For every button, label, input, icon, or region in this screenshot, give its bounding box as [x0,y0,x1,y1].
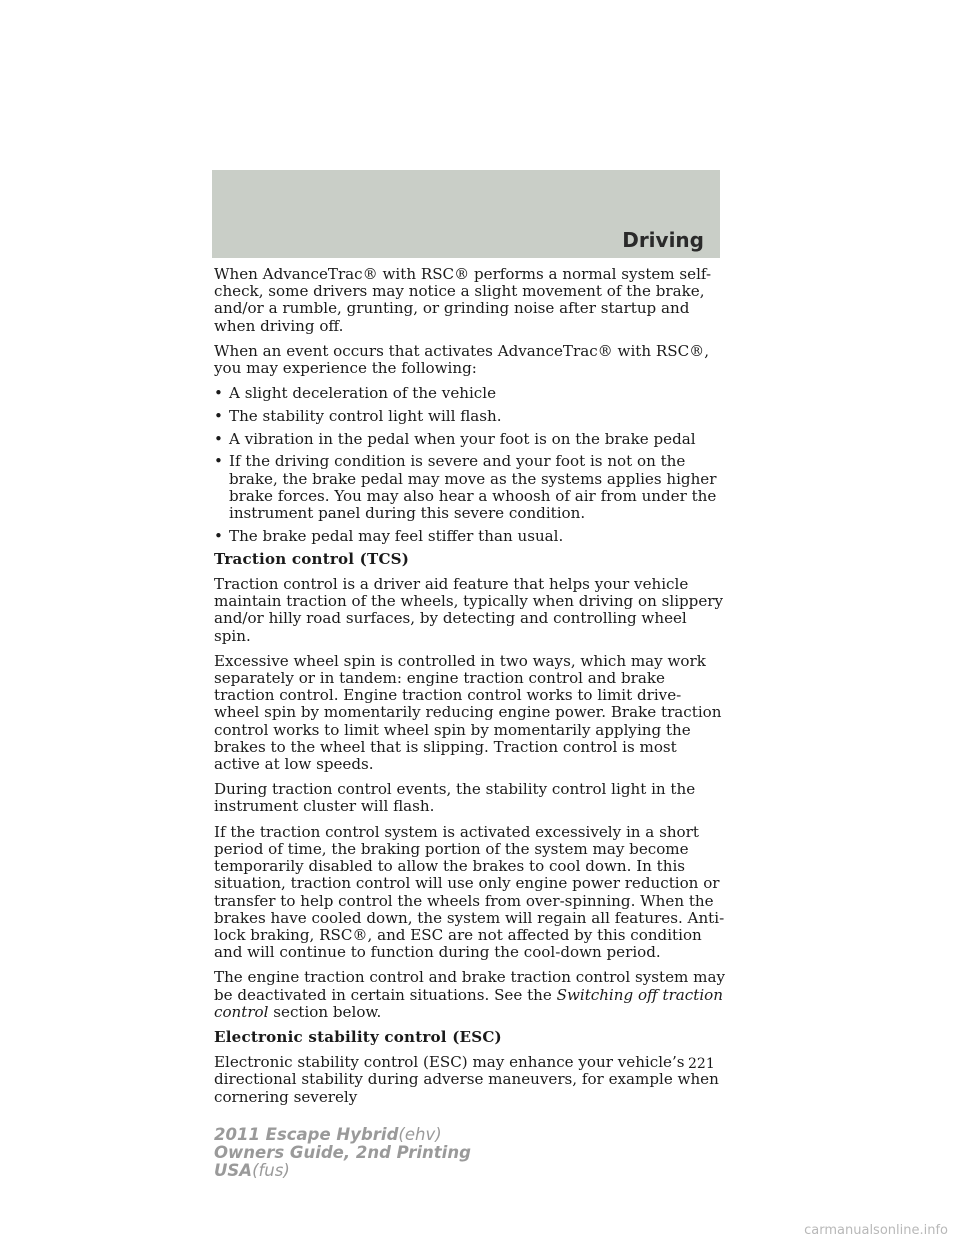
list-item: • If the driving condition is severe and your foot is not on the brake, the brake pedal may move as the systems applies higher brake forces. You may also hear a whoosh of air from under the instrument panel during this severe condition. [214,452,717,522]
heading-esc: Electronic stability control (ESC) [214,1027,502,1046]
list-item: • The brake pedal may feel stiffer than usual. [214,526,564,545]
bullet-icon: • [214,429,223,448]
watermark: carmanualsonline.info [804,1223,948,1238]
section-header-band [212,170,720,258]
document-footer [214,1126,471,1180]
section-title: Driving [622,228,704,252]
list-item: • A slight deceleration of the vehicle [214,384,497,403]
cross-reference-link[interactable]: Switching off traction control [214,985,723,1021]
paragraph-tcs-events: During traction control events, the stability control light in the instrument cluster will flash. [214,780,696,816]
bullet-icon: • [214,406,223,425]
bullet-icon: • [214,526,223,545]
page-content [214,266,726,1114]
bullet-icon: • [214,384,223,403]
paragraph-cool-down: If the traction control system is activated excessively in a short period of time, the braking portion of the system may become temporarily disabled to allow the brakes to cool down. In this situation, traction control will use only engine power reduction or transfer to help control the wheels from over-spinning. When the brakes have cooled down, the system will regain all features. Anti-lock braking, RSC®, and ESC are not affected by this condition and will continue to function during the cool-down period. [214,822,725,962]
effects-list [214,385,726,545]
footer-model-line: 2011 Escape Hybrid(ehv) [214,1125,442,1144]
page-number: 221 [688,1056,715,1072]
footer-printing-line: Owners Guide, 2nd Printing [214,1143,471,1162]
heading-traction-control: Traction control (TCS) [214,549,410,568]
footer-region-line: USA(fus) [214,1161,290,1180]
paragraph-self-check: When AdvanceTrac® with RSC® performs a normal system self-check, some drivers may notice a slight movement of the brake, and/or a rumble, grunting, or grinding noise after startup and when driving off. [214,265,712,335]
bullet-icon: • [214,452,223,471]
paragraph-esc-intro: Electronic stability control (ESC) may enhance your vehicle’s directional stability during adverse maneuvers, for example when cornering severely [214,1053,719,1106]
paragraph-wheel-spin: Excessive wheel spin is controlled in two ways, which may work separately or in tandem: engine traction control and brake traction control. Engine traction control works to limit drive-wheel spin by momentarily reducing engine power. Brake traction control works to limit wheel spin by momentarily applying the brakes to the wheel that is slipping. Traction control is most active at low speeds. [214,651,722,774]
list-item: • The stability control light will flash. [214,406,502,425]
paragraph-tcs-intro: Traction control is a driver aid feature that helps your vehicle maintain traction of the wheels, typically when driving on slippery and/or hilly road surfaces, by detecting and controlling wheel spin. [214,575,724,645]
paragraph-deactivation: The engine traction control and brake traction control system may be deactivated in certain situations. See the Switching off traction control section below. [214,968,725,1021]
paragraph-event-intro: When an event occurs that activates AdvanceTrac® with RSC®, you may experience the following: [214,341,710,378]
list-item: • A vibration in the pedal when your foot is on the brake pedal [214,429,696,448]
